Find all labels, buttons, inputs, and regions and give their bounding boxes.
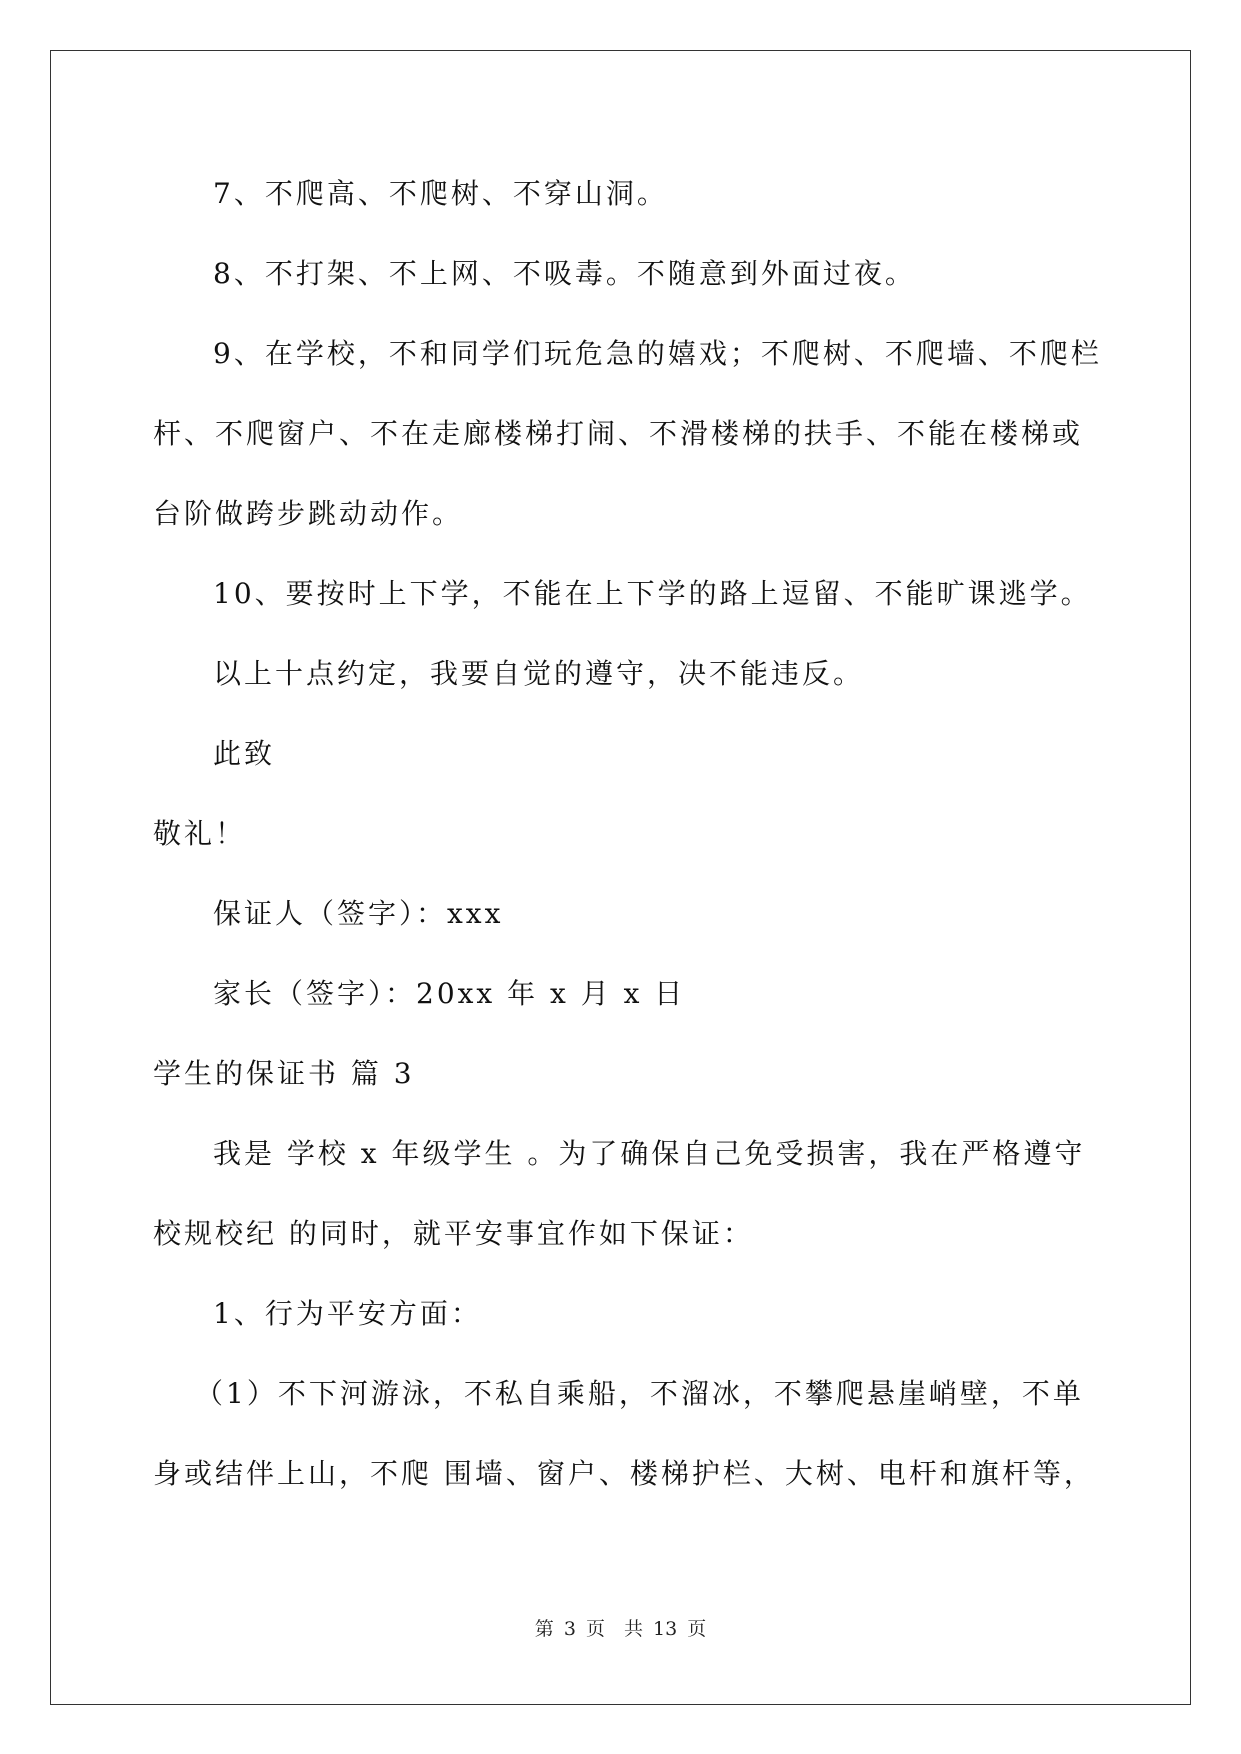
text-line: 7、不爬高、不爬树、不穿山洞。 bbox=[213, 177, 668, 210]
guarantor-signature-line: 保证人（签字）：xxx bbox=[213, 897, 504, 930]
text-line: 8、不打架、不上网、不吸毒。不随意到外面过夜。 bbox=[213, 257, 916, 290]
text-line: 10、要按时上下学，不能在上下学的路上逗留、不能旷课逃学。 bbox=[213, 577, 1092, 610]
text-line: 9、在学校，不和同学们玩危急的嬉戏；不爬树、不爬墙、不爬栏 bbox=[213, 337, 1102, 370]
text-line: 杆、不爬窗户、不在走廊楼梯打闹、不滑楼梯的扶手、不能在楼梯或 bbox=[153, 417, 1084, 450]
closing-line: 此致 bbox=[213, 737, 276, 770]
text-line: 身或结伴上山，不爬 围墙、窗户、楼梯护栏、大树、电杆和旗杆等， bbox=[153, 1457, 1095, 1490]
text-line: 1、行为平安方面： bbox=[213, 1297, 482, 1330]
text-line: 台阶做跨步跳动动作。 bbox=[153, 497, 464, 530]
section-heading: 学生的保证书 篇 3 bbox=[153, 1057, 415, 1090]
text-line: 校规校纪 的同时，就平安事宜作如下保证： bbox=[153, 1217, 754, 1250]
text-line: 以上十点约定，我要自觉的遵守，决不能违反。 bbox=[213, 657, 865, 690]
text-line: （1）不下河游泳，不私自乘船，不溜冰，不攀爬悬崖峭壁，不单 bbox=[195, 1377, 1084, 1410]
salutation-line: 敬礼！ bbox=[153, 817, 247, 850]
text-line: 我是 学校 x 年级学生 。为了确保自己免受损害，我在严格遵守 bbox=[213, 1137, 1086, 1170]
parent-signature-line: 家长（签字）：20xx 年 x 月 x 日 bbox=[213, 977, 686, 1010]
page-number-footer: 第 3 页 共 13 页 bbox=[534, 1618, 707, 1640]
